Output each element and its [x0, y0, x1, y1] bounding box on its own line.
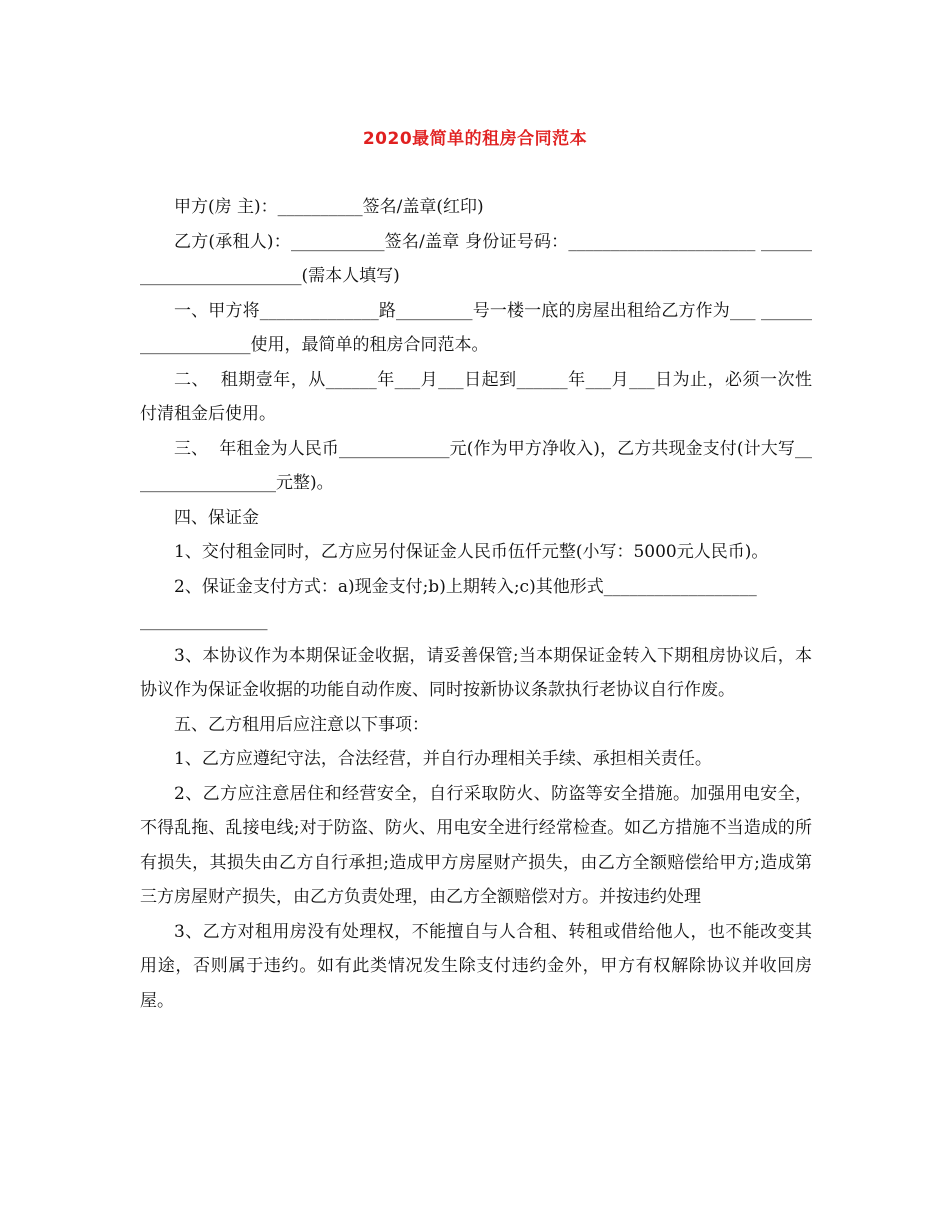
clause-4-item-2: 2、保证金支付方式：a)现金支付;b)上期转入;c)其他形式__________________: [174, 576, 757, 597]
clause-4-item-3: 3、本协议作为本期保证金收据，请妥善保管;当本期保证金转入下期租房协议后，本协议作为保证金收据的功能自动作废、同时按新协议条款执行老协议自行作废。: [140, 645, 812, 700]
party-b-line: 乙方(承租人)：___________签名/盖章 身份证号码：______________________ _________________________(需本人填写): [140, 231, 812, 286]
document-title: 2020最简单的租房合同范本: [362, 129, 588, 149]
clause-5-item-2: 2、乙方应注意居住和经营安全，自行采取防火、防盗等安全措施。加强用电安全，不得乱拖、乱接电线;对于防盗、防火、用电安全进行经常检查。如乙方措施不当造成的所有损失，其损失由乙方自行承担;造成甲方房屋财产损失，由乙方全额赔偿给甲方;造成第三方房屋财产损失，由乙方负责处理，由乙方全额赔偿对方。并按违约处理: [140, 783, 812, 907]
blank-underline: _______________: [140, 611, 268, 631]
clause-5-item-3: 3、乙方对租用房没有处理权，不能擅自与人合租、转租或借给他人，也不能改变其用途，否则属于违约。如有此类情况发生除支付违约金外，甲方有权解除协议并收回房屋。: [140, 921, 812, 1011]
document-body: [140, 190, 812, 1018]
clause-4-heading: 四、保证金: [174, 507, 259, 528]
clause-3: 三、 年租金为人民币_____________元(作为甲方净收入)，乙方共现金支付(计大写__________________元整)。: [140, 438, 812, 493]
clause-4-item-1: 1、交付租金同时，乙方应另付保证金人民币伍仟元整(小写：5000元人民币)。: [174, 542, 769, 562]
clause-5-heading: 五、乙方租用后应注意以下事项：: [174, 714, 429, 735]
clause-1: 一、甲方将______________路_________号一楼一底的房屋出租给乙方作为___ ___________________使用，最简单的租房合同范本。: [140, 300, 812, 355]
clause-2: 二、 租期壹年，从______年___月___日起到______年___月___日为止，必须一次性付清租金后使用。: [140, 369, 812, 424]
clause-5-item-1: 1、乙方应遵纪守法，合法经营，并自行办理相关手续、承担相关责任。: [174, 749, 712, 769]
party-a-line: 甲方(房 主)：__________签名/盖章(红印): [174, 197, 484, 217]
